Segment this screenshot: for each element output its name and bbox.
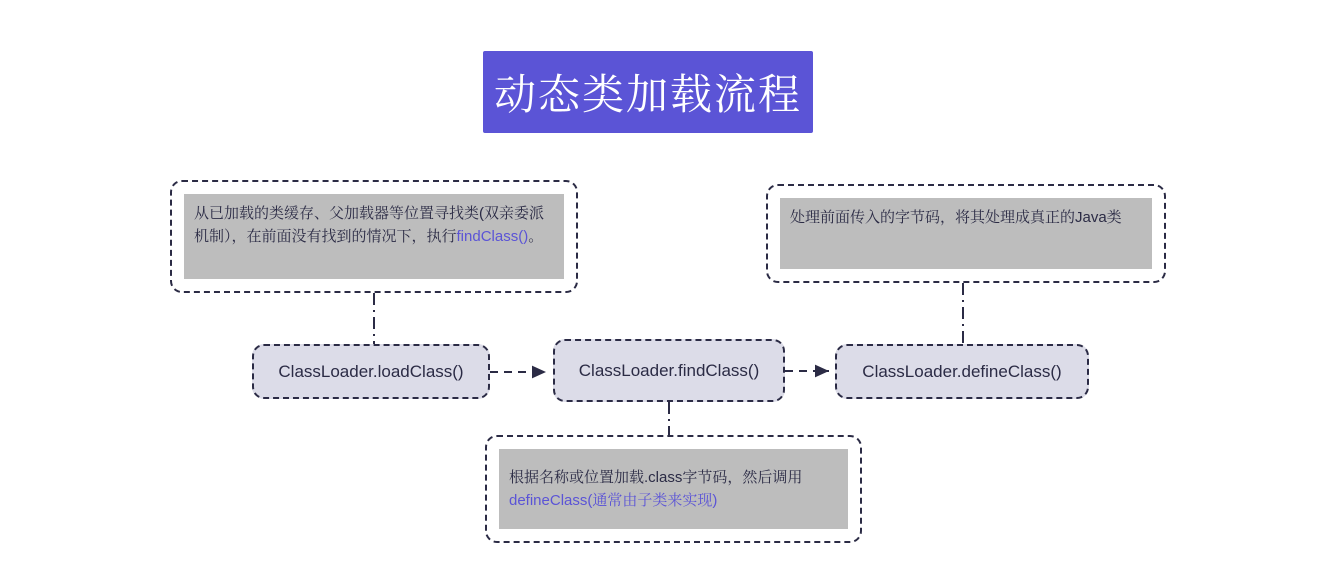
note-loadclass-highlight: findClass() [456,228,529,246]
node-classloader-loadclass[interactable] [252,344,490,399]
note-findclass-highlight: defineClass(通常由子类来实现) [509,492,718,509]
node-classloader-findclass[interactable] [553,339,785,402]
note-loadclass-text [184,194,564,279]
note-findclass-text [499,449,848,529]
node-label: ClassLoader.findClass() [578,360,760,380]
note-loadclass-text-part2: 。 [528,228,544,246]
note-loadclass-text-part1: 从已加载的类缓存、父加载器等位置寻找类(双亲委派机制），在前面没有找到的情况下，执行 [194,205,544,246]
diagram-title: 动态类加载流程 [483,51,813,133]
node-classloader-defineclass[interactable] [835,344,1089,399]
note-defineclass-text-part1: 处理前面传入的字节码，将其处理成真正的Java类 [790,209,1122,226]
note-findclass [485,435,862,543]
node-label: ClassLoader.defineClass() [862,361,1062,381]
note-defineclass-text [780,198,1152,269]
note-defineclass [766,184,1166,283]
node-label: ClassLoader.loadClass() [278,361,464,381]
note-loadclass [170,180,578,293]
note-findclass-text-part1: 根据名称或位置加载.class字节码，然后调用 [509,468,803,486]
